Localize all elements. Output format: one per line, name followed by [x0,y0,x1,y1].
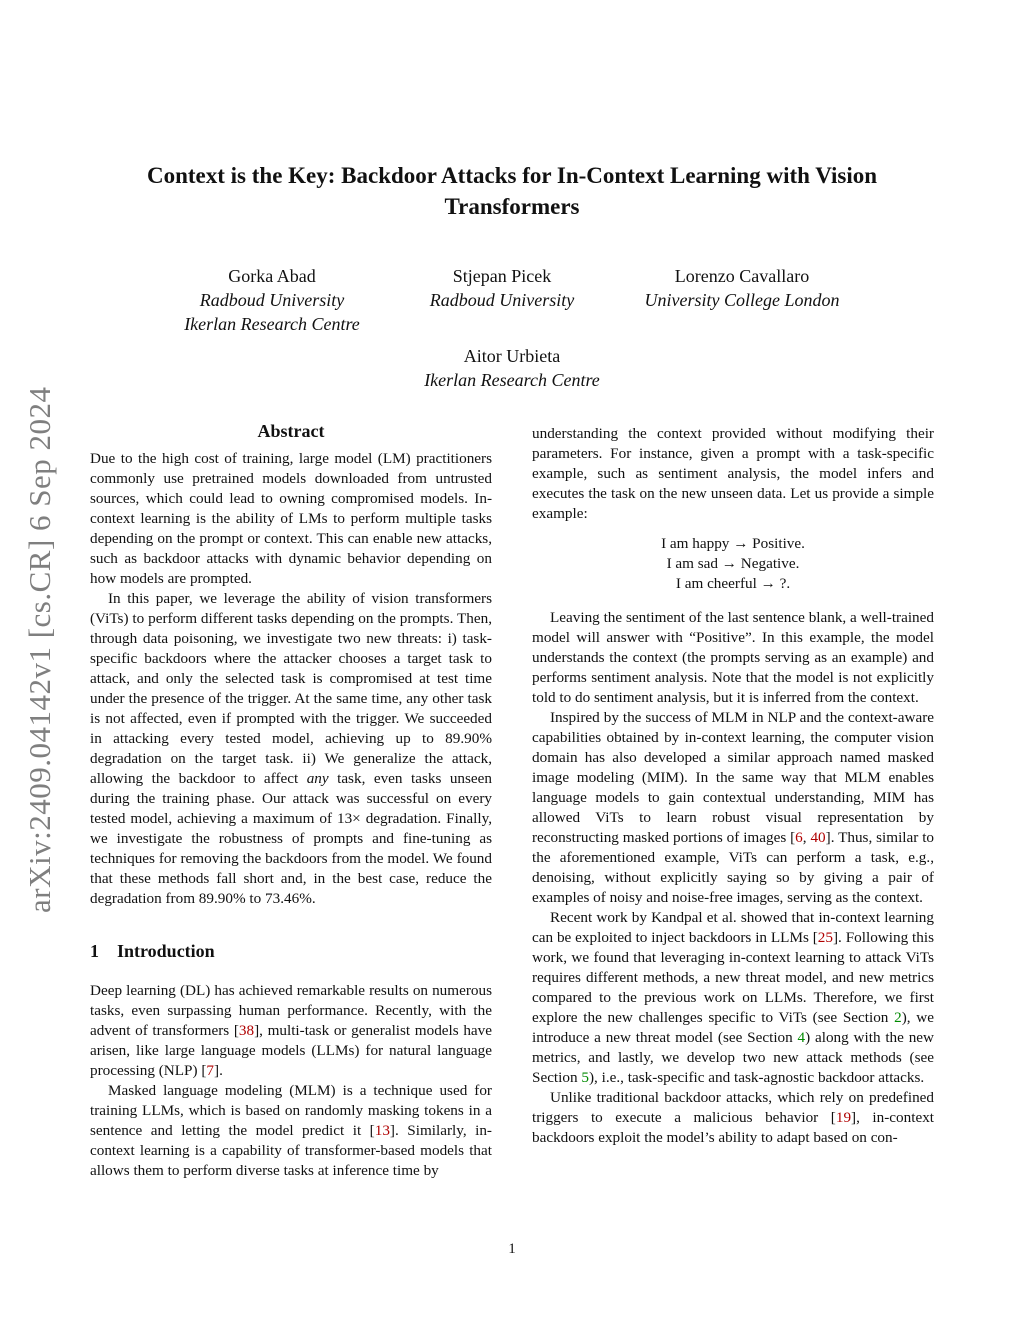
right-paragraph-3 [532,908,934,1088]
abstract-paragraph-1: Due to the high cost of training, large model (LM) practitioners commonly use pretrained models downloaded from untrusted sources, which could lead to owning compromised models. In-context learning is the ability of LMs to perform multiple tasks depending on the prompt or context. This can enable new attacks, such as backdoor attacks with dynamic behavior depending on how models are prompted. [90,450,492,587]
text-run: Recent work by Kandpal et al. showed that in-context learning can be exploited to inject backdoors in LLMs [ [532,909,934,946]
text-run: ]. Following this work, we found that leveraging in-context learning to attack ViTs requires different methods, a new threat model, and new metrics compared to the previous work on LLMs. Therefore, we first explore the new challenges specific to ViTs (see Section [532,929,934,1026]
author-block-4 [392,344,632,392]
left-column [90,421,492,1181]
right-paragraph-0: understanding the context provided without modifying their parameters. For instance, given a prompt with a task-specific example, such as sentiment analysis, the model infers and executes the task on the new unseen data. Let us provide a simple example: [532,425,934,522]
text-run: In this paper, we leverage the ability of vision transformers (ViTs) to perform different tasks depending on the prompts. Then, through data poisoning, we investigate two new threats: i) task-specific backdoors where the attacker chooses a target task to attack, and only the selected task is compromised at test time under the presence of the trigger. At the same time, any other task is not affected, even if prompted with the trigger. We succeeded in attacking every tested model, achieving up to 89.90% degradation on the target task. ii) We generalize the attack, allowing the backdoor to affect [90,590,492,787]
text-run: ) along with the new metrics, and lastly, we develop two new attack methods (see Section [532,1029,934,1086]
arxiv-stamp: arXiv:2409.04142v1 [cs.CR] 6 Sep 2024 [22,386,57,914]
author-affiliation: Radboud University [199,290,345,310]
author-block-1 [172,264,372,336]
author-name: Gorka Abad [228,266,316,286]
example-line: I am cheerful → ?. [675,575,791,592]
text-run: ), i.e., task-specific and task-agnostic backdoor attacks. [588,1069,925,1086]
author-name: Lorenzo Cavallaro [674,266,810,286]
section-link[interactable]: 2 [894,1009,902,1026]
citation-link[interactable]: 40 [810,829,826,846]
right-paragraph-1: Leaving the sentiment of the last sentence blank, a well-trained model will answer with “Positive”. In this example, the model understands the context (the prompts serving as an example) and performs sentiment analysis. Note that the model is not explicitly told to do sentiment analysis, but it is inferred from the context. [532,609,934,706]
section-heading-introduction [90,941,492,961]
abstract-paragraph-2 [90,589,492,909]
page-number: 1 [508,1241,516,1257]
citation-link[interactable]: 19 [835,1109,852,1126]
paper-title: Context is the Key: Backdoor Attacks for In-Context Learning with Vision Transformers [146,163,878,219]
abstract-heading: Abstract [257,421,325,441]
text-run: Deep learning (DL) has achieved remarkable results on numerous tasks, even surpassing human performance. Recently, with the advent of transformers [ [90,982,492,1039]
section-link[interactable]: 4 [797,1029,806,1046]
author-name: Stjepan Picek [452,266,552,286]
citation-link[interactable]: 7 [206,1062,215,1079]
text-run: ]. Similarly, in-context learning is a capability of transformer-based models that allows them to perform diverse tasks at inference time by [90,1122,492,1179]
text-run: Unlike traditional backdoor attacks, which rely on predefined triggers to execute a malicious behavior [ [532,1089,934,1126]
intro-paragraph-2 [90,1081,492,1181]
text-run: Masked language modeling (MLM) is a technique used for training LLMs, which is based on randomly masking tokens in a sentence and letting the model predict it [ [90,1082,492,1139]
author-affiliation: Radboud University [429,290,575,310]
intro-paragraph-1 [90,981,492,1081]
text-run: , [802,829,811,846]
text-run: ], multi-task or generalist models have arisen, like large language models (LLMs) for natural language processing (NLP) [ [90,1022,492,1079]
section-link[interactable]: 5 [581,1069,589,1086]
author-affiliation: Ikerlan Research Centre [184,314,360,334]
emphasis: any [306,770,329,787]
author-affiliation: University College London [644,290,840,310]
text-run: task, even tasks unseen during the training phase. Our attack was successful on every tested model, achieving a maximum of 13× degradation. Finally, we investigate the robustness of prompts and fine-tuning as techniques for removing the backdoors from the model. We found that these methods fall short and, in the best case, reduce the degradation from 89.90% to 73.46%. [90,770,493,907]
text-run: ), we introduce a new threat model (see Section [532,1009,934,1046]
citation-link[interactable]: 13 [374,1122,390,1139]
author-block-3 [622,264,862,312]
text-run: ]. Thus, similar to the aforementioned example, ViTs can perform a task, e.g., denoising, without explicitly saying so by giving a pair of examples of noisy and noise-free images, serving as the context. [532,829,935,906]
text-run: ]. [214,1062,223,1079]
example-line: I am sad → Negative. [666,555,800,572]
section-number: 1 [90,941,99,961]
right-column [532,424,934,1148]
section-title: Introduction [117,941,215,961]
citation-link[interactable]: 38 [238,1022,255,1039]
right-paragraph-2 [532,708,934,908]
sentiment-example [532,534,934,594]
right-paragraph-4 [532,1088,934,1148]
example-line: I am happy → Positive. [661,535,805,552]
citation-link[interactable]: 25 [817,929,833,946]
author-block-2 [402,264,602,312]
text-run: Inspired by the success of MLM in NLP and the context-aware capabilities obtained by in-context learning, the computer vision domain has also developed a similar approach named masked image modeling (MIM). In the same way that MLM enables language models to gain contextual understanding, MIM has allowed ViTs to learn robust visual representation by reconstructing masked portions of images [ [532,709,934,846]
text-run: ], in-context backdoors exploit the model’s ability to adapt based on con- [532,1109,935,1146]
author-name: Aitor Urbieta [463,346,561,366]
citation-link[interactable]: 6 [795,829,803,846]
author-affiliation: Ikerlan Research Centre [424,370,600,390]
